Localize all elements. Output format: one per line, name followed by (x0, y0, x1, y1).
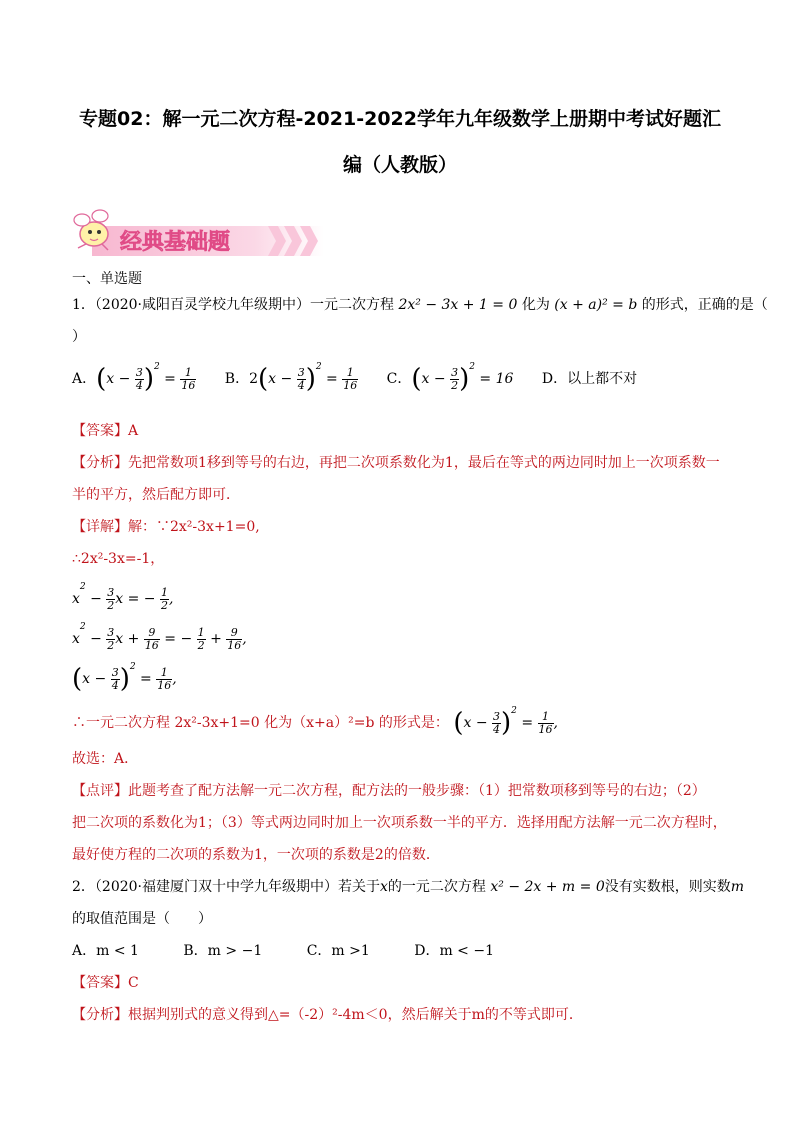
q1-comment-2: 把二次项的系数化为1；（3）等式两边同时加上一次项系数一半的平方．选择用配方法解一元二次方程时， (72, 815, 727, 831)
banner-text: 经典基础题 (120, 230, 231, 255)
q1-option-b: B．2(x − $\frac{3}{4}$ )$^2$ = $\frac{1}{16}$ (224, 362, 358, 394)
section-heading: 一、单选题 (72, 271, 142, 287)
q2-option-a: A．m < 1 (72, 943, 139, 959)
q2-stem: 2．（2020·福建厦门双十中学九年级期中）若关于x的一元二次方程 x² − 2x + m = 0没有实数根，则实数m (72, 879, 745, 895)
q1-stem: 1．（2020·咸阳百灵学校九年级期中）一元二次方程 2x² − 3x + 1 = 0 化为 (x + a)² = b 的形式，正确的是（ (72, 297, 768, 313)
q2-option-c: C．m >1 (306, 943, 370, 959)
page-title (60, 96, 740, 188)
title-line-1: 专题02：解一元二次方程-2021-2022学年九年级数学上册期中考试好题汇 (79, 108, 721, 130)
q2-answer: 【答案】C (72, 975, 139, 991)
q1-choose: 故选：A． (72, 751, 139, 767)
title-line-2: 编（人教版） (342, 154, 457, 176)
q1-step-1: ∴2x²-3x=-1， (72, 551, 165, 567)
q1-options (72, 362, 661, 392)
q1-conclusion: ∴一元二次方程 2x²-3x+1=0 化为（x+a）²=b 的形式是： (x − $\frac{3}{4}$ )$^2$ = $\frac{1}{16}$ , (72, 706, 558, 738)
q1-answer: 【答案】A (72, 423, 139, 439)
q1-comment-3: 最好使方程的二次项的系数为1，一次项的系数是2的倍数． (72, 847, 440, 863)
q2-options (72, 940, 518, 960)
q1-step-3: $x^2$ − $\frac{3}{2}$ x + $\frac{9}{16}$ = − $\frac{1}{2}$ + $\frac{9}{16}$ , (72, 622, 247, 652)
q1-analysis-2: 半的平方，然后配方即可． (72, 487, 240, 503)
q2-stem-end: 的取值范围是（ ） (72, 911, 212, 927)
q1-option-a: A．(x − $\frac{3}{4}$ )$^2$ = $\frac{1}{16}$ (72, 362, 196, 394)
q1-comment-1: 【点评】此题考查了配方法解一元二次方程，配方法的一般步骤：（1）把常数项移到等号的右边；（2） (72, 783, 706, 799)
q2-analysis: 【分析】根据判别式的意义得到△=（-2）²-4m＜0，然后解关于m的不等式即可． (72, 1007, 583, 1023)
q1-option-c: C．(x − $\frac{3}{2}$ )$^2$ = 16 (386, 362, 514, 394)
q1-stem-end: ） (72, 329, 86, 345)
q2-option-b: B．m > −1 (183, 943, 263, 959)
q1-step-4: (x − $\frac{3}{4}$ )$^2$ = $\frac{1}{16}$ , (72, 662, 177, 694)
q1-step-2: $x^2$ − $\frac{3}{2}$ x = − $\frac{1}{2}$ , (72, 582, 174, 612)
q1-analysis-1: 【分析】先把常数项1移到等号的右边，再把二次项系数化为1，最后在等式的两边同时加上一次项系数一 (72, 455, 720, 471)
q2-option-d: D．m < −1 (414, 943, 494, 959)
q1-detail: 【详解】解：∵2x²-3x+1=0, (72, 519, 260, 535)
bee-mascot-icon (74, 210, 108, 250)
q1-option-d: D．以上都不对 (541, 371, 638, 387)
section-banner (72, 204, 324, 262)
